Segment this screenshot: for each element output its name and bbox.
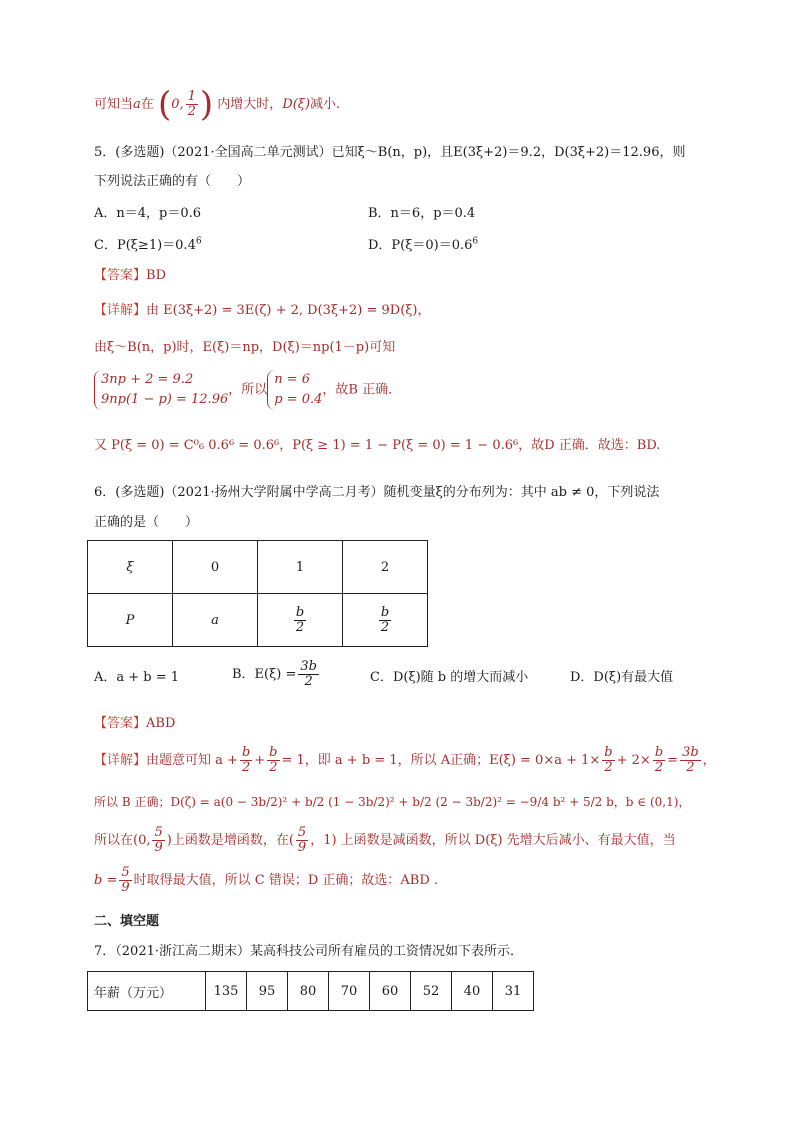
table-cell: 52 [411,972,452,1011]
distribution-table [87,540,428,647]
table-cell: 60 [370,972,411,1011]
table-header: 年薪（万元） [88,972,206,1011]
q6-answer [94,714,175,734]
q5-stem: 5．(多选题)（2021·全国高二单元测试）已知ξ～B(n，p)，且E(3ξ+2)＝9.2，D(3ξ+2)＝12.96，则 [94,145,686,160]
q6-stem-cont: 正确的是（ ） [94,515,199,530]
denominator: 2 [604,760,613,775]
fraction [294,606,306,635]
text: D．P(ξ＝0)＝0.6 [368,238,473,253]
denominator: 2 [304,674,313,689]
interval: 0, [171,97,184,112]
fraction [298,660,319,689]
q5-detail-2: 由ξ～B(n，p)时，E(ξ)＝np，D(ξ)＝np(1－p)可知 [94,340,396,355]
q6-option-c: C．D(ξ)随 b 的增大而减小 [370,670,529,685]
text: ， [702,753,716,768]
exponent: 6 [195,236,202,247]
answer-value: ABD [146,716,176,731]
fraction [186,90,198,119]
text: )上函数是增函数，在( [166,833,294,848]
text: 所以在(0, [94,833,151,848]
eq: 3np + 2 = 9.2 [101,372,194,387]
fraction [379,606,391,635]
text: 内增大时， [217,97,283,112]
numerator: b [241,745,251,760]
text: 由 E(3ξ+2) = 3E(ζ) + 2, D(3ξ+2) = 9D(ξ)， [146,303,431,318]
text: 在 [140,97,154,112]
denominator: 9 [297,840,307,855]
text: b = [94,873,118,888]
numerator: 3b [682,745,699,760]
table-row [88,541,428,594]
denominator: 2 [380,619,390,635]
table-row [88,594,428,647]
text: = 1，即 a + b = 1，所以 A正确；E(ξ) = 0×a + 1× [281,753,601,768]
table-cell: P [88,594,173,647]
section-heading: 二、填空题 [94,914,160,929]
table-cell [343,594,428,647]
q6-detail-2: 所以 B 正确；D(ζ) = a(0 − 3b/2)² + b/2 (1 − 3b/2)² + b/2 (2 − 3b/2)² = −9/4 b² + 5/2 b，b ∈ (0,1)， [94,795,691,809]
table-cell: 80 [288,972,329,1011]
numerator: b [269,745,278,760]
numerator: 5 [154,825,163,840]
q5-option-d [368,236,478,256]
q5-detail-1 [94,301,431,321]
denominator: 2 [654,760,664,775]
text: ，所以 [228,382,268,398]
q6-option-a: A．a + b = 1 [94,670,180,685]
text: B．E(ξ) = [232,667,297,682]
text: 由题意可知 a + [146,753,238,768]
exponent: 6 [472,236,479,247]
text: C．P(ξ≥1)＝0.4 [94,238,196,253]
table-cell: 2 [343,541,428,594]
q5-option-b: B．n＝6，p＝0.4 [368,206,476,221]
numerator: 1 [187,89,196,104]
equation-system [94,370,228,410]
table-cell: 31 [493,972,534,1011]
fraction [296,826,308,855]
q5-stem-cont: 下列说法正确的有（ ） [94,174,251,189]
text: 可知当 [94,97,134,112]
fraction [267,746,279,775]
table-cell: 95 [247,972,288,1011]
fraction [240,746,252,775]
detail-tag: 【详解】 [94,303,147,318]
table-cell: 70 [329,972,370,1011]
q6-detail-4 [94,866,438,895]
denominator: 9 [121,880,130,895]
q6-option-b [232,660,321,689]
variance: D(ξ) [282,97,311,112]
eq: n = 6 [274,372,311,387]
numerator: b [295,604,305,620]
fraction [602,746,614,775]
numerator: 3b [300,659,317,674]
q7-stem: 7．（2021·浙江高二期末）某高科技公司所有雇员的工资情况如下表所示． [94,944,523,959]
numerator: 5 [121,865,130,880]
q5-detail-3 [94,370,401,410]
text: + 2× [616,753,651,768]
q6-detail-1: 【详解】由题意可知 a + $\frac{b}{2}$ + $\frac{b}{2}$ = 1，即 a + b = 1，所以 A正确；E(ξ) = 0×a + 1× $\frac{b}{2}$ + 2× $\frac{b}{2}$ = $\frac{3b}{2}$ ， [94,745,716,775]
table-cell: 135 [206,972,247,1011]
conclusion-line [94,84,341,125]
numerator: b [380,604,390,620]
denominator: 2 [187,104,196,119]
denominator: 2 [295,619,305,635]
answer-tag: 【答案】 [94,268,147,283]
q5-answer [94,266,166,286]
fraction [680,746,701,775]
fraction [119,866,131,895]
denominator: 2 [269,760,278,775]
eq: 9np(1 − p) = 12.96 [101,392,229,407]
numerator: b [654,745,664,760]
q6-detail-3 [94,826,676,855]
q5-detail-4: 又 P(ξ = 0) = C⁰₆ 0.6⁶ = 0.6⁶，P(ξ ≥ 1) = 1 − P(ξ = 0) = 1 − 0.6⁶，故D 正确．故选：BD. [94,438,661,453]
salary-table [87,971,534,1011]
table-cell: ξ [88,541,173,594]
text: = [667,753,679,768]
table-row [88,972,534,1011]
fraction [653,746,665,775]
text: 时取得最大值，所以 C 错误；D 正确；故选：ABD . [133,873,439,888]
table-cell [258,594,343,647]
answer-value: BD [146,268,166,283]
table-cell: a [173,594,258,647]
eq: p = 0.4 [274,392,323,407]
q5-option-c [94,236,202,256]
answer-tag: 【答案】 [94,716,147,731]
denominator: 2 [686,760,695,775]
text: ，1) 上函数是减函数，所以 D(ξ) 先增大后减小、有最大值，当 [310,833,676,848]
detail-tag: 【详解】 [94,753,147,768]
table-cell: 1 [258,541,343,594]
paren-open: ( [157,84,172,125]
q6-option-d: D．D(ξ)有最大值 [570,670,674,685]
q6-stem: 6．(多选题)（2021·扬州大学附属中学高二月考）随机变量ξ的分布列为：其中 ab ≠ 0，下列说法 [94,485,660,500]
var-a: a [133,97,141,112]
denominator: 9 [154,840,163,855]
solution-system [267,370,322,410]
q5-option-a: A．n＝4，p＝0.6 [94,206,202,221]
numerator: 5 [297,825,307,840]
numerator: b [604,745,613,760]
denominator: 2 [241,760,251,775]
table-cell: 40 [452,972,493,1011]
text: 减小. [310,97,341,112]
fraction [152,826,164,855]
text: ，故B 正确． [322,382,402,398]
paren-close: ) [199,84,214,125]
table-cell: 0 [173,541,258,594]
